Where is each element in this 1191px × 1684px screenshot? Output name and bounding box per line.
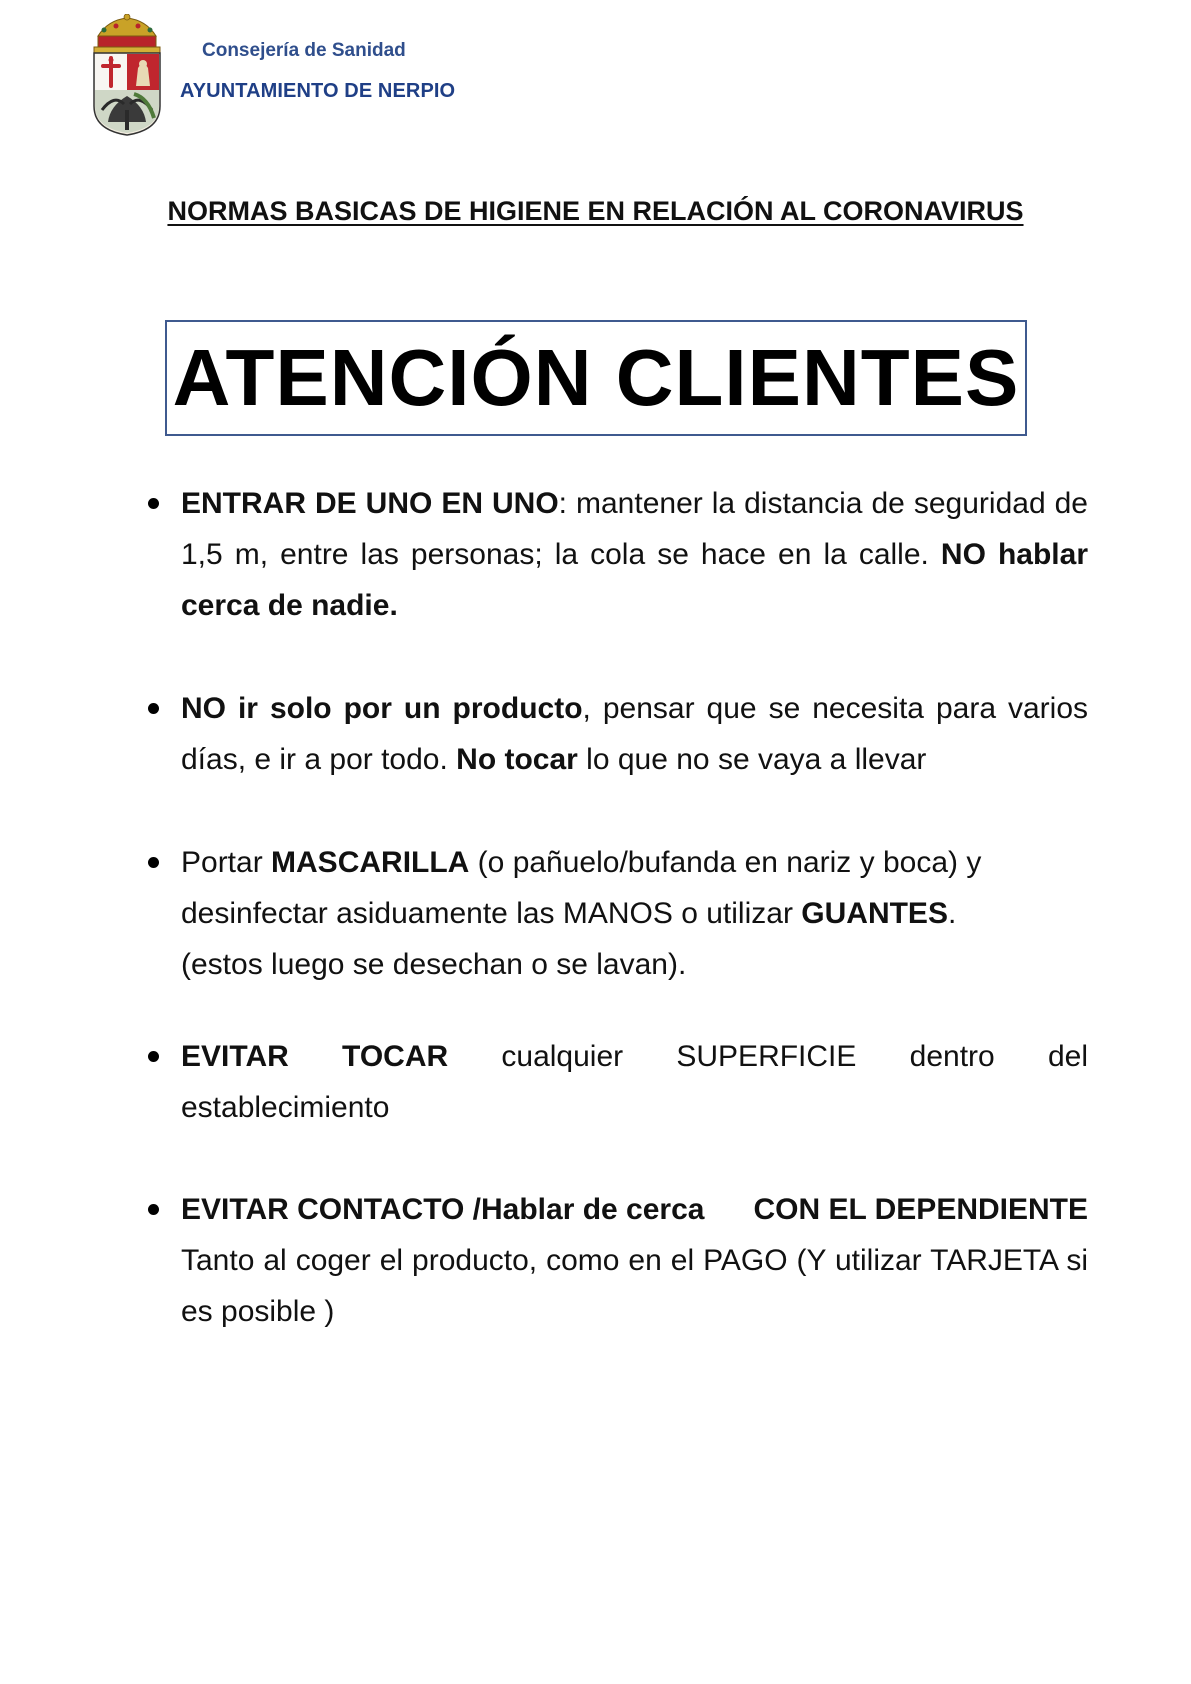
department-name: Consejería de Sanidad — [202, 40, 406, 61]
bullet-icon — [148, 857, 159, 868]
letterhead — [88, 14, 508, 138]
rule-emphasis: TOCAR — [342, 1040, 449, 1073]
rule-text: (estos luego se desechan o se lavan). — [181, 948, 687, 981]
notice-banner — [165, 320, 1027, 436]
rule-line — [181, 939, 1088, 990]
rule-text: SUPERFICIE — [676, 1040, 857, 1073]
rule-emphasis: NO ir solo por un producto — [181, 692, 583, 725]
rule-text: : mantener la distancia de seguridad de 1,5 m, entre las personas; la cola se hace en la calle. — [181, 487, 1088, 571]
list-item — [148, 837, 1088, 990]
banner-text: ATENCIÓN CLIENTES — [172, 333, 1020, 422]
list-item — [148, 1184, 1088, 1337]
rule-emphasis: NO hablar cerca de nadie. — [181, 538, 1088, 622]
rule-text: Tanto al coger el producto, como en el PAGO (Y utilizar TARJETA si es posible ) — [181, 1244, 1088, 1328]
rule-text: del — [1047, 1040, 1088, 1073]
rule-text: desinfectar asiduamente las MANOS o utilizar — [181, 897, 802, 930]
rule-emphasis: EVITAR CONTACTO /Hablar de cerca — [181, 1193, 705, 1226]
rule-text: lo que no se vaya a llevar — [577, 743, 927, 776]
rule-text: Portar — [181, 846, 272, 879]
rule-text: establecimiento — [181, 1091, 390, 1124]
rule-text: (o pañuelo/bufanda en nariz y boca) y — [469, 846, 982, 879]
bullet-icon — [148, 1204, 159, 1215]
rule-line — [181, 837, 1088, 888]
coat-of-arms-icon — [88, 14, 166, 136]
rule-line — [181, 888, 1088, 939]
list-item — [148, 1031, 1088, 1133]
rule-text: . — [947, 897, 957, 930]
rule-line — [181, 1184, 1088, 1235]
rule-text: , pensar que se necesita para varios días, e ir a por todo. — [181, 692, 1089, 776]
rule-emphasis: EVITAR — [181, 1040, 289, 1073]
bullet-icon — [148, 703, 159, 714]
rule-line — [181, 1031, 1088, 1082]
rule-text: cualquier — [501, 1040, 624, 1073]
rule-line — [181, 1235, 1088, 1337]
rule-text: dentro — [909, 1040, 995, 1073]
rule-emphasis: No tocar — [456, 743, 578, 776]
bullet-icon — [148, 498, 159, 509]
rule-emphasis: CON EL DEPENDIENTE — [753, 1193, 1088, 1226]
rule-emphasis: GUANTES — [801, 897, 948, 930]
bullet-icon — [148, 1051, 159, 1062]
list-item — [148, 478, 1088, 631]
hygiene-rules-list — [148, 478, 1088, 1337]
rule-emphasis: ENTRAR DE UNO EN UNO — [181, 487, 559, 520]
rule-emphasis: MASCARILLA — [271, 846, 470, 879]
municipality-name: AYUNTAMIENTO DE NERPIO — [180, 80, 456, 102]
list-item — [148, 683, 1088, 785]
document-title: NORMAS BASICAS DE HIGIENE EN RELACIÓN AL CORONAVIRUS — [167, 196, 1024, 226]
rule-line — [181, 1082, 1088, 1133]
